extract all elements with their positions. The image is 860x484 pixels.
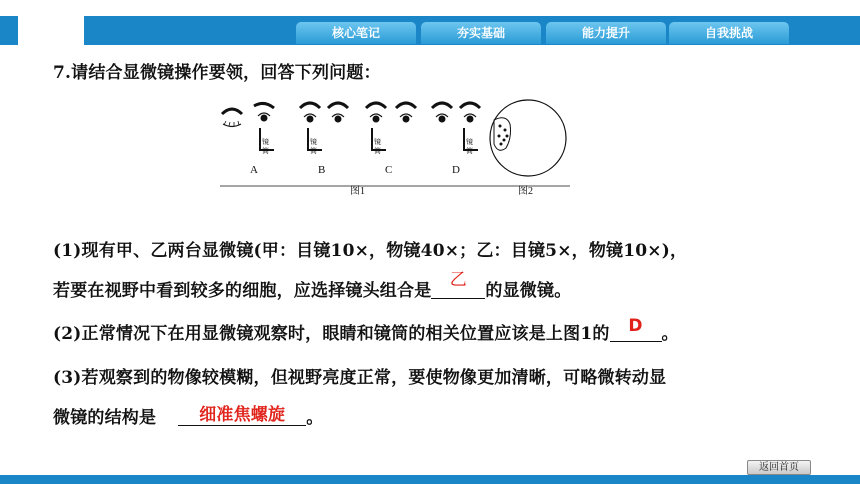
label-c: C xyxy=(385,164,393,176)
part2-pre: (2)正常情况下在用显微镜观察时，眼睛和镜筒的相关位置应该是上图1的 xyxy=(53,324,610,344)
figure-2-field xyxy=(490,100,566,176)
svg-text:筒: 筒 xyxy=(374,147,381,155)
microscope-figure xyxy=(220,94,580,198)
svg-text:镜: 镜 xyxy=(262,138,269,146)
part2-answer: D xyxy=(628,316,643,336)
tab-challenge[interactable]: 自我挑战 xyxy=(669,22,789,44)
header-left-block xyxy=(0,16,18,45)
part1-line2 xyxy=(53,270,572,301)
part3-line1: (3)若观察到的物像较模糊，但视野亮度正常，要使物像更加清晰，可略微转动显 xyxy=(53,368,667,388)
part1-line1: (1)现有甲、乙两台显微镜(甲：目镜10×，物镜40×；乙：目镜5×，物镜10×)， xyxy=(53,241,688,261)
figure-c xyxy=(366,103,416,155)
part2-line xyxy=(53,316,679,344)
part1-answer: 乙 xyxy=(449,270,467,290)
figure-a xyxy=(222,103,274,155)
svg-text:筒: 筒 xyxy=(262,147,269,155)
part3-line2-pre: 微镜的结构是 xyxy=(53,408,157,428)
part2-post: 。 xyxy=(661,324,679,344)
fig1-caption: 图1 xyxy=(350,186,365,197)
part3-blank xyxy=(178,406,306,426)
part1-blank xyxy=(431,270,485,299)
part1-line2-post: 的显微镜。 xyxy=(485,281,572,301)
fig2-caption: 图2 xyxy=(518,186,533,197)
part3-answer: 细准焦螺旋 xyxy=(199,405,286,425)
part3-line2-post: 。 xyxy=(306,408,324,428)
tab-core-notes[interactable]: 核心笔记 xyxy=(296,22,416,44)
svg-text:镜: 镜 xyxy=(466,138,473,146)
question-title: 7.请结合显微镜操作要领，回答下列问题： xyxy=(53,63,381,83)
svg-text:筒: 筒 xyxy=(310,147,317,155)
svg-text:镜: 镜 xyxy=(310,138,317,146)
svg-text:镜: 镜 xyxy=(374,138,381,146)
tab-foundation[interactable]: 夯实基础 xyxy=(421,22,541,44)
part1-line2-pre: 若要在视野中看到较多的细胞，应选择镜头组合是 xyxy=(53,281,432,301)
figure-d xyxy=(432,103,480,155)
back-home-button[interactable]: 返回首页 xyxy=(747,460,811,475)
tab-ability[interactable]: 能力提升 xyxy=(546,22,666,44)
svg-text:筒: 筒 xyxy=(466,147,473,155)
figure-b xyxy=(300,103,348,155)
label-b: B xyxy=(318,164,326,176)
footer-band xyxy=(0,475,860,484)
part3-line2 xyxy=(53,403,323,428)
label-d: D xyxy=(452,164,460,176)
part2-blank xyxy=(610,316,662,342)
label-a: A xyxy=(250,164,258,176)
